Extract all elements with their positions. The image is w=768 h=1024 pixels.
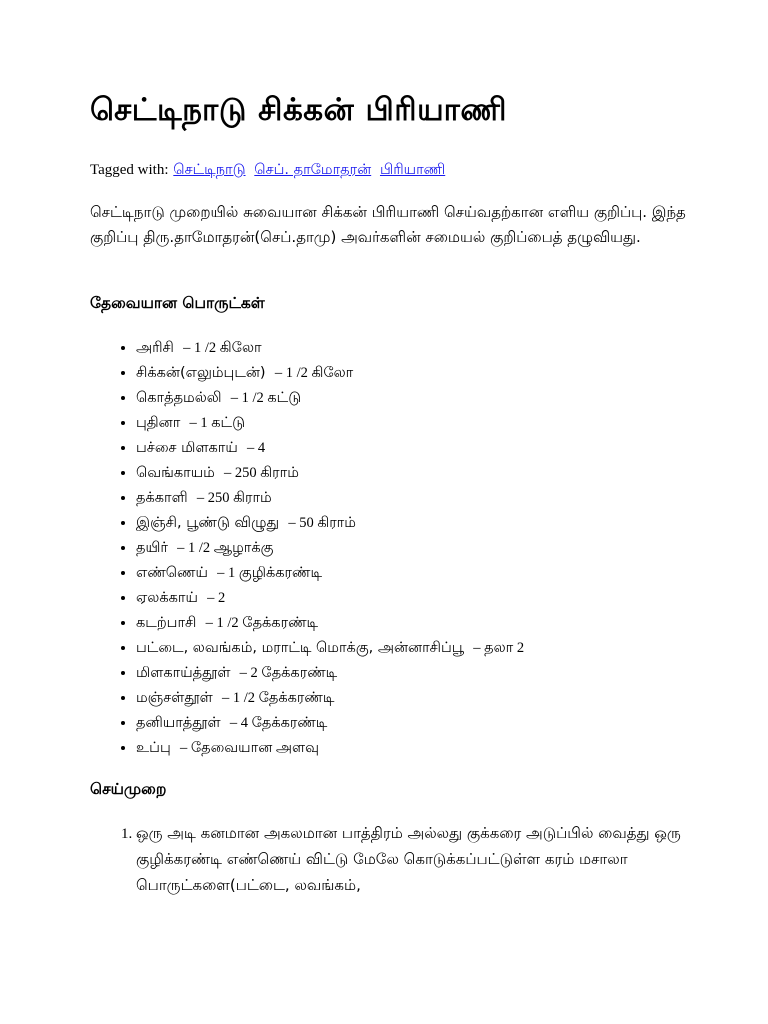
ingredient-item [136,411,524,436]
tag-link-biryani[interactable]: பிரியாணி [379,162,446,178]
ingredient-item [136,561,524,586]
ingredient-name: ஏலக்காய் [136,590,198,606]
ingredient-quantity: – 1 /2 தேக்கரண்டி [205,615,319,631]
ingredient-quantity: – 4 தேக்கரண்டி [229,715,328,731]
intro-paragraph: செட்டிநாடு முறையில் சுவையான சிக்கன் பிரியாணி செய்வதற்கான எளிய குறிப்பு. இந்த குறிப்பு திரு.தாமோதரன்(செப்.தாமு) அவர்களின் சமையல் குறிப்பைத் தழுவியது. [90,203,686,246]
ingredient-item [136,536,524,561]
ingredient-quantity: – 50 கிராம் [288,515,356,531]
ingredient-name: பட்டை, லவங்கம், மராட்டி மொக்கு, அன்னாசிப்பூ [136,640,465,656]
ingredient-name: தக்காளி [136,490,188,506]
method-steps-list [108,820,716,898]
ingredient-quantity: – 1 கட்டு [189,415,246,431]
ingredient-name: மஞ்சள்தூள் [136,690,213,706]
ingredient-item [136,611,524,636]
recipe-title: செட்டிநாடு சிக்கன் பிரியாணி [90,92,507,128]
tags-label: Tagged with: [90,162,169,178]
ingredient-name: அரிசி [136,340,174,356]
ingredient-name: மிளகாய்த்தூள் [136,665,231,681]
ingredient-quantity: – 1 /2 தேக்கரண்டி [221,690,335,706]
ingredient-name: வெங்காயம் [136,465,215,481]
ingredient-item [136,461,524,486]
ingredient-name: தயிர் [136,540,168,556]
ingredients-list [108,336,524,761]
ingredient-name: உப்பு [136,740,171,756]
method-step: 1. ஒரு அடி கனமான அகலமான பாத்திரம் அல்லது குக்கரை அடுப்பில் வைத்து ஒரு குழிக்கரண்டி எண்ணெய் விட்டு மேலே கொடுக்கப்பட்டுள்ள கரம் மசாலா பொருட்களை(பட்டை, லவங்கம், [136,820,716,898]
ingredient-quantity: – தலா 2 [473,640,525,656]
ingredient-item [136,711,524,736]
ingredient-name: கடற்பாசி [136,615,197,631]
method-heading: செய்முறை [90,780,167,798]
ingredient-name: கொத்தமல்லி [136,390,222,406]
ingredient-quantity: – 1 /2 கிலோ [274,365,354,381]
ingredient-item [136,736,524,761]
ingredient-quantity: – 1 /2 ஆழாக்கு [177,540,274,556]
ingredient-quantity: – 1 குழிக்கரண்டி [217,565,323,581]
ingredient-item [136,361,524,386]
ingredient-quantity: – தேவையான அளவு [179,740,319,756]
ingredient-item [136,386,524,411]
ingredient-name: சிக்கன்(எலும்புடன்) [136,365,266,381]
tag-link-chettinad[interactable]: செட்டிநாடு [173,162,246,178]
ingredient-quantity: – 2 தேக்கரண்டி [239,665,338,681]
ingredient-quantity: – 4 [247,440,266,456]
ingredient-quantity: – 250 கிராம் [224,465,299,481]
tags-line [90,160,449,180]
ingredient-quantity: – 1 /2 கிலோ [183,340,262,356]
ingredient-item [136,486,524,511]
ingredient-item [136,436,524,461]
ingredient-quantity: – 250 கிராம் [196,490,272,506]
ingredient-name: தனியாத்தூள் [136,715,221,731]
ingredient-item [136,336,524,361]
tag-link-chef-damodharan[interactable]: செப். தாமோதரன் [254,162,372,178]
ingredient-name: பச்சை மிளகாய் [136,440,238,456]
ingredient-name: புதினா [136,415,181,431]
ingredient-name: இஞ்சி, பூண்டு விழுது [136,515,280,531]
ingredient-item [136,636,524,661]
ingredient-item [136,586,524,611]
ingredient-quantity: – 2 [207,590,226,606]
ingredient-item [136,686,524,711]
ingredient-quantity: – 1 /2 கட்டு [230,390,302,406]
ingredient-item [136,661,524,686]
ingredient-name: எண்ணெய் [136,565,208,581]
ingredients-heading: தேவையான பொருட்கள் [90,294,265,312]
ingredient-item [136,511,524,536]
